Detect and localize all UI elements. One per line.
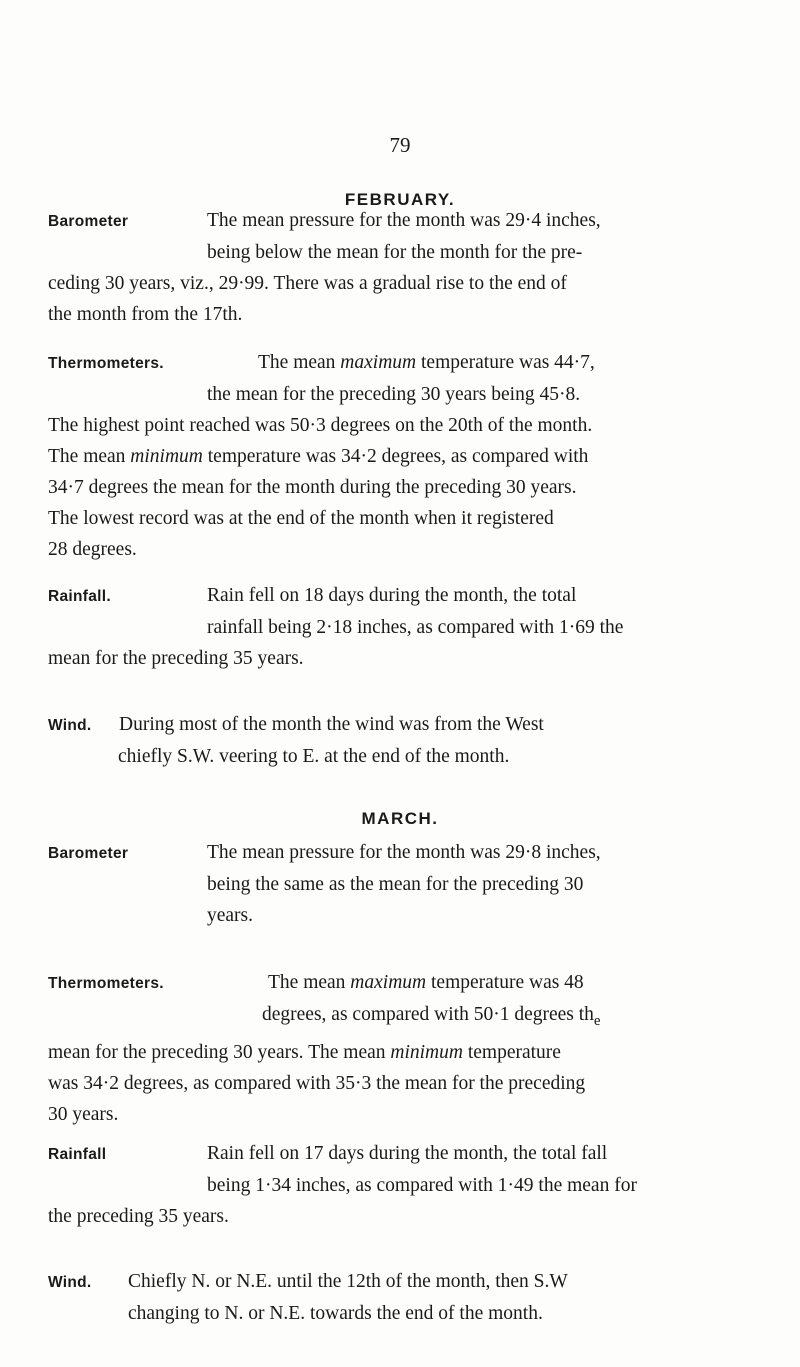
february-rainfall-line: rainfall being 2·18 inches, as compared with 1·69 the [207,617,624,638]
march-rainfall-line: being 1·34 inches, as compared with 1·49 the mean for [207,1175,637,1196]
february-rainfall-heading: Rainfall. [48,588,111,605]
february-thermometers-text: temperature was 44·7, [416,352,595,373]
march-barometer-line: years. [207,905,254,926]
march-barometer-section [48,837,752,931]
february-rainfall-section [48,580,752,674]
february-barometer-line: the month from the 17th. [48,304,243,325]
march-rainfall-section [48,1138,752,1232]
february-thermometers-heading: Thermometers. [48,355,164,372]
february-thermometers-emphasis: minimum [130,446,203,467]
march-thermometers-heading: Thermometers. [48,975,164,992]
february-thermometers-line: 34·7 degrees the mean for the month during the preceding 30 years. [48,477,577,498]
march-thermometers-emphasis: maximum [350,972,427,993]
february-barometer-line: The mean pressure for the month was 29·4 inches, [207,210,601,231]
march-title: MARCH. [361,809,439,828]
february-thermometers-emphasis: maximum [340,352,417,373]
february-thermometers-line: The highest point reached was 50·3 degrees on the 20th of the month. [48,415,593,436]
march-thermometers-text: temperature [462,1041,561,1063]
february-thermometers-text: temperature was 34·2 degrees, as compared with [202,446,589,467]
february-wind-section [48,709,752,772]
february-thermometers-text: The mean [48,446,131,467]
march-rainfall-line: Rain fell on 17 days during the month, the total fall [207,1143,608,1164]
february-wind-line: During most of the month the wind was from the West [119,714,544,735]
march-thermometers-text: temperature was 48 [426,972,584,993]
march-rainfall-line: the preceding 35 years. [48,1206,229,1227]
march-thermometers-text: The mean [268,972,351,993]
march-thermometers-line: 30 years. [48,1103,119,1125]
march-wind-line: changing to N. or N.E. towards the end of the month. [128,1303,543,1324]
february-barometer-section [48,205,752,330]
february-thermometers-line: 28 degrees. [48,539,137,560]
march-barometer-line: being the same as the mean for the preceding 30 [207,874,584,895]
march-rainfall-heading: Rainfall [48,1146,107,1163]
february-thermometers-line: The lowest record was at the end of the month when it registered [48,508,554,529]
march-thermometers-text: degrees, as compared with 50·1 degrees th [262,1004,594,1025]
february-barometer-heading: Barometer [48,213,129,230]
march-wind-heading: Wind. [48,1274,92,1291]
february-barometer-line: ceding 30 years, viz., 29·99. There was a gradual rise to the end of [48,273,567,294]
page-number: 79 [389,133,411,157]
march-barometer-heading: Barometer [48,845,129,862]
february-rainfall-line: mean for the preceding 35 years. [48,648,304,669]
march-thermometers-section [48,967,752,1130]
february-wind-heading: Wind. [48,717,92,734]
march-thermometers-emphasis: minimum [390,1041,463,1063]
february-thermometers-line: the mean for the preceding 30 years being 45·8. [207,384,581,405]
february-barometer-line: being below the mean for the month for the pre- [207,242,583,263]
february-wind-line: chiefly S.W. veering to E. at the end of the month. [118,746,510,767]
march-thermometers-line: was 34·2 degrees, as compared with 35·3 the mean for the preceding [48,1072,586,1094]
march-thermometers-subscript: e [593,1012,601,1029]
march-wind-section [48,1266,752,1329]
march-thermometers-text: mean for the preceding 30 years. The mean [48,1041,391,1063]
february-title: FEBRUARY. [344,190,456,209]
february-thermometers-section [48,347,752,565]
february-thermometers-text: The mean [258,352,341,373]
march-barometer-line: The mean pressure for the month was 29·8 inches, [207,842,601,863]
february-rainfall-line: Rain fell on 18 days during the month, the total [207,585,577,606]
march-wind-line: Chiefly N. or N.E. until the 12th of the month, then S.W [128,1271,568,1292]
